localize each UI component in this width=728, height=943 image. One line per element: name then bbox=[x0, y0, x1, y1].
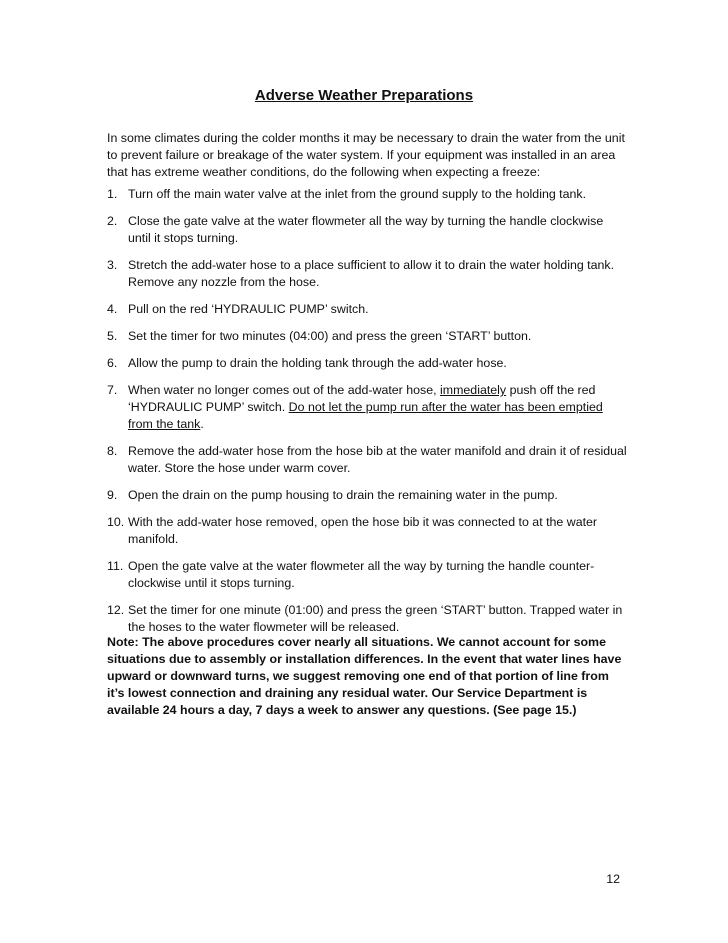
step-number: 8. bbox=[107, 444, 118, 458]
step-number: 4. bbox=[107, 302, 118, 316]
note-paragraph: Note: The above procedures cover nearly all situations. We cannot account for some situations due to assembly or installation differences. In the event that water lines have upward or downward turns, we suggest removing one end of that portion of line from it’s lowest connection and draining any residual water. Our Service Department is available 24 hours a day, 7 days a week to answer any questions. (See page 15.) bbox=[107, 635, 622, 717]
list-item bbox=[107, 558, 627, 592]
step-number: 7. bbox=[107, 383, 118, 397]
list-item bbox=[107, 355, 627, 372]
step-number: 6. bbox=[107, 356, 118, 370]
step-text: Remove the add-water hose from the hose bib at the water manifold and drain it of residual water. Store the hose under warm cover. bbox=[128, 444, 627, 475]
step-text: Close the gate valve at the water flowmeter all the way by turning the handle clockwise until it stops turning. bbox=[128, 214, 604, 245]
step-text-c: push off the red ‘HYDRAULIC PUMP’ switch. bbox=[128, 383, 596, 414]
step-text: Open the gate valve at the water flowmeter all the way by turning the handle counter-clockwise until it stops turning. bbox=[128, 559, 595, 590]
list-item bbox=[107, 257, 627, 291]
list-item bbox=[107, 186, 627, 203]
list-item bbox=[107, 213, 627, 247]
list-item bbox=[107, 301, 627, 318]
intro-paragraph: In some climates during the colder months it may be necessary to drain the water from the unit to prevent failure or breakage of the water system. If your equipment was installed in an area that has extreme weather conditions, do the following when expecting a freeze: bbox=[107, 131, 625, 179]
list-item bbox=[107, 443, 627, 477]
step-text-e: . bbox=[200, 417, 204, 431]
step-number: 9. bbox=[107, 488, 118, 502]
step-text: Open the drain on the pump housing to drain the remaining water in the pump. bbox=[128, 488, 558, 502]
list-item bbox=[107, 328, 627, 345]
step-number: 1. bbox=[107, 187, 118, 201]
step-number: 10. bbox=[107, 515, 125, 529]
step-text: Allow the pump to drain the holding tank through the add-water hose. bbox=[128, 356, 507, 370]
step-text: Turn off the main water valve at the inlet from the ground supply to the holding tank. bbox=[128, 187, 587, 201]
page-title: Adverse Weather Preparations bbox=[254, 87, 474, 104]
step-text-emphasis: immediately bbox=[440, 383, 507, 397]
step-text: Stretch the add-water hose to a place sufficient to allow it to drain the water holding tank. Remove any nozzle from the hose. bbox=[128, 258, 615, 289]
step-text-warning: Do not let the pump run after the water has been emptied from the tank bbox=[128, 400, 603, 431]
list-item bbox=[107, 602, 627, 636]
step-text-a: When water no longer comes out of the add-water hose, bbox=[128, 383, 441, 397]
step-number: 11. bbox=[107, 559, 124, 573]
steps-list bbox=[107, 186, 627, 646]
step-number: 3. bbox=[107, 258, 118, 272]
step-number: 2. bbox=[107, 214, 118, 228]
step-text: With the add-water hose removed, open the hose bib it was connected to at the water manifold. bbox=[128, 515, 598, 546]
list-item bbox=[107, 487, 627, 504]
list-item bbox=[107, 514, 627, 548]
list-item bbox=[107, 382, 627, 433]
step-number: 5. bbox=[107, 329, 118, 343]
step-text: Set the timer for two minutes (04:00) and press the green ‘START’ button. bbox=[128, 329, 532, 343]
step-text: Pull on the red ‘HYDRAULIC PUMP’ switch. bbox=[128, 302, 369, 316]
page-number: 12 bbox=[606, 872, 620, 886]
step-text: Set the timer for one minute (01:00) and press the green ‘START’ button. Trapped water in the hoses to the water flowmeter will be released. bbox=[128, 603, 623, 634]
step-number: 12. bbox=[107, 603, 125, 617]
